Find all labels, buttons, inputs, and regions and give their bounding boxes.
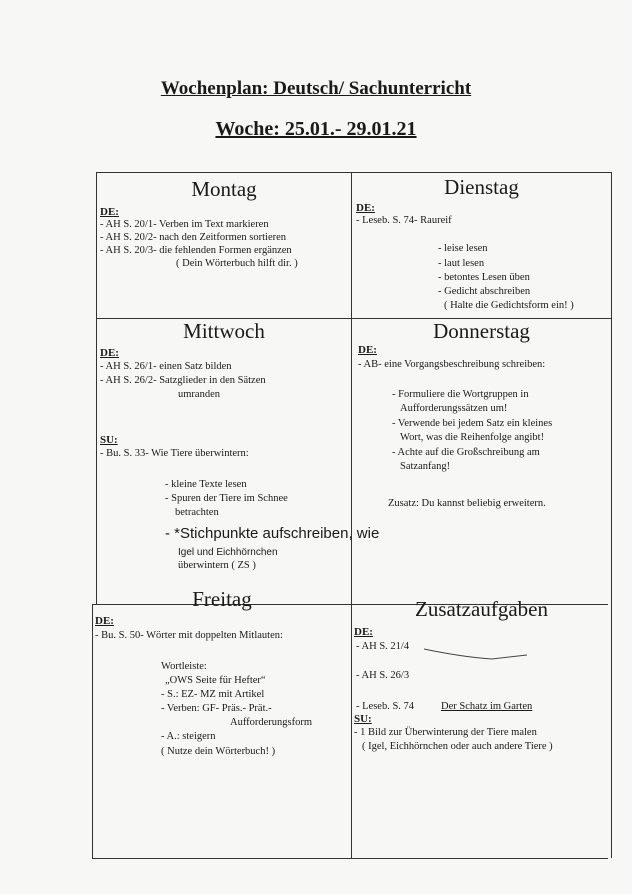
task-line: „OWS Seite für Hefter“ xyxy=(165,675,266,686)
table-right-border xyxy=(611,172,612,858)
task-note: ( Dein Wörterbuch hilft dir. ) xyxy=(176,258,298,269)
pen-stroke-mark xyxy=(422,647,532,663)
subject-label-de: DE: xyxy=(358,344,377,356)
thursday-cell xyxy=(352,319,611,604)
subject-label-de: DE: xyxy=(100,347,119,359)
tuesday-cell xyxy=(352,173,611,318)
task-line: - AH S. 20/1- Verben im Text markieren xyxy=(100,219,269,230)
day-heading-freitag: Freitag xyxy=(192,587,252,611)
task-line: - Bu. S. 50- Wörter mit doppelten Mitlauten: xyxy=(95,630,283,641)
week-heading: Woche: 25.01.- 29.01.21 xyxy=(215,118,417,140)
document-title: Wochenplan: Deutsch/ Sachunterricht xyxy=(160,78,472,99)
task-line: - Spuren der Tiere im Schnee xyxy=(165,493,288,504)
task-note: ( Nutze dein Wörterbuch! ) xyxy=(161,746,276,757)
task-line: - Bu. S. 33- Wie Tiere überwintern: xyxy=(100,448,249,459)
task-line: - AH S. 26/3 xyxy=(356,670,410,681)
task-line: - AH S. 20/3- die fehlenden Formen ergänzen xyxy=(100,245,292,256)
task-line: - leise lesen xyxy=(438,243,488,254)
task-line: - A.: steigern xyxy=(161,731,216,742)
task-line: - Leseb. S. 74 xyxy=(356,701,415,712)
extra-tasks-cell xyxy=(352,583,611,858)
day-heading-dienstag: Dienstag xyxy=(444,175,519,199)
monday-cell xyxy=(97,173,351,318)
task-line: - Verwende bei jedem Satz ein kleines xyxy=(392,418,553,429)
table-bottom-border xyxy=(92,858,608,859)
task-line: umranden xyxy=(178,389,220,400)
subject-label-de: DE: xyxy=(95,615,114,627)
day-heading-donnerstag: Donnerstag xyxy=(433,319,530,343)
task-line: - AH S. 21/4 xyxy=(356,641,410,652)
task-line: - AH S. 20/2- nach den Zeitformen sortieren xyxy=(100,232,287,243)
task-line: - S.: EZ- MZ mit Artikel xyxy=(161,689,265,700)
task-line: Igel und Eichhörnchen xyxy=(178,547,278,558)
story-title: Der Schatz im Garten xyxy=(441,701,533,712)
task-line: - Formuliere die Wortgruppen in xyxy=(392,389,529,400)
task-line: - Verben: GF- Präs.- Prät.- xyxy=(161,703,272,714)
task-line: - Achte auf die Großschreibung am xyxy=(392,447,540,458)
task-line: - laut lesen xyxy=(438,258,485,269)
task-line: überwintern ( ZS ) xyxy=(178,560,256,571)
task-line: - Leseb. S. 74- Raureif xyxy=(356,215,452,226)
task-line: - Gedicht abschreiben xyxy=(438,286,531,297)
task-line: - 1 Bild zur Überwinterung der Tiere malen xyxy=(354,727,537,738)
task-note: ( Igel, Eichhörnchen oder auch andere Tiere ) xyxy=(362,741,553,752)
task-line: - AH S. 26/2- Satzglieder in den Sätzen xyxy=(100,375,266,386)
task-line: Wort, was die Reihenfolge angibt! xyxy=(400,432,545,443)
task-line: Aufforderungsform xyxy=(230,717,313,728)
day-heading-zusatzaufgaben: Zusatzaufgaben xyxy=(415,597,548,621)
task-note: ( Halte die Gedichtsform ein! ) xyxy=(444,300,574,311)
friday-cell xyxy=(93,583,351,858)
task-line: Satzanfang! xyxy=(400,461,451,472)
subject-label-su: SU: xyxy=(354,713,372,725)
task-line: - AB- eine Vorgangsbeschreibung schreiben: xyxy=(358,359,546,370)
task-line: Aufforderungssätzen um! xyxy=(400,403,508,414)
day-heading-mittwoch: Mittwoch xyxy=(183,319,265,343)
subject-label-de: DE: xyxy=(356,202,375,214)
subject-label-su: SU: xyxy=(100,434,118,446)
task-line: - betontes Lesen üben xyxy=(438,272,530,283)
task-line: betrachten xyxy=(175,507,219,518)
task-line: Wortleiste: xyxy=(161,661,207,672)
task-line: - AH S. 26/1- einen Satz bilden xyxy=(100,361,232,372)
task-line: - kleine Texte lesen xyxy=(165,479,247,490)
day-heading-montag: Montag xyxy=(191,177,257,201)
subject-label-de: DE: xyxy=(354,626,373,638)
subject-label-de: DE: xyxy=(100,206,119,218)
handwritten-style-line: - *Stichpunkte aufschreiben, wie xyxy=(165,525,380,542)
wednesday-cell xyxy=(97,319,380,604)
extra-note: Zusatz: Du kannst beliebig erweitern. xyxy=(388,498,546,509)
